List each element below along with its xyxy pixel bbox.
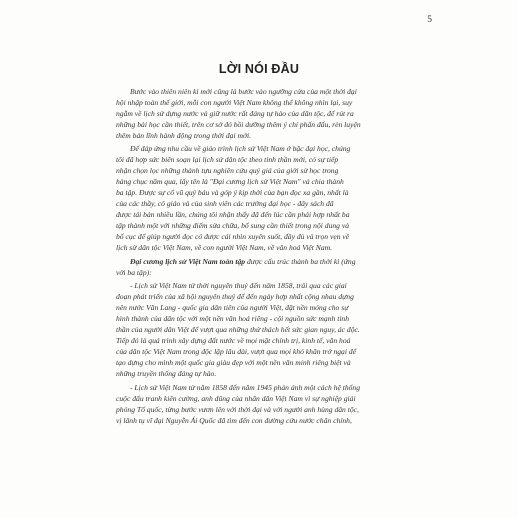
text-line: bố cục để giúp người đọc có được cái nhìn xuyên suốt, đầy đủ và trọn vẹn về: [116, 232, 350, 242]
paragraph: [116, 280, 412, 379]
text-line: tạo dựng cho mình một quốc gia giàu đẹp với một nền văn minh riêng biệt và: [116, 358, 351, 368]
text-line: Để đáp ứng nhu cầu về giáo trình lịch sử Việt Nam ở bậc đại học, chúng: [130, 144, 351, 154]
text-line: những truyền thống đáng tự hào.: [116, 369, 217, 379]
page-number: 5: [427, 15, 432, 25]
text-line: ngẫm về lịch sử dựng nước và giữ nước rất đáng tự hào của dân tộc, để rút ra: [116, 109, 354, 118]
text-line: - Lịch sử Việt Nam từ năm 1858 đến năm 1945 phản ánh một cách hệ thống: [130, 382, 361, 392]
text-line: nhận chọn lọc những thành tựu nghiên cứu quý giá của giới sử học trong: [116, 166, 339, 176]
text-line: tập thành một với những điểm sửa chữa, bổ sung cần thiết trong nội dung và: [116, 221, 350, 231]
text-line: thần của người dân Việt để vượt qua những thử thách hết sức gian nguy, ác độc.: [116, 325, 360, 335]
page-heading: LỜI NÓI ĐẦU: [218, 62, 300, 76]
text-line: lịch sử dân tộc Việt Nam, về con người Việt Nam, về văn hoá Việt Nam.: [116, 243, 333, 253]
text-line: phóng Tổ quốc, từng bước vươn lên với thời đại và với người anh hùng dân tộc,: [116, 404, 359, 414]
text-line: với ba tập):: [116, 267, 152, 277]
text-line: được tái bản nhiều lần, chúng tôi nhận thấy đã đến lúc cần phải hợp nhất ba: [116, 210, 350, 220]
paragraph: [116, 143, 412, 253]
body-text: [116, 86, 412, 426]
paragraph: [116, 382, 412, 426]
text-line: của dân tộc Việt Nam trong độc lập lâu dài, vượt qua mọi khó khăn trở ngại để: [116, 347, 357, 357]
text-line: đoạn phát triển của xã hội nguyên thuỷ để đến ngày hợp nhất cộng nhau dựng: [116, 292, 354, 302]
text-line: tôi đã hợp sức biên soạn lại lịch sử dân tộc theo tinh thần mới, có sự tiếp: [116, 155, 339, 165]
text-line: hàng chục năm qua, lấy tên là "Đại cương lịch sử Việt Nam" và chia thành: [116, 177, 344, 187]
text-line: thêm bản lĩnh hành động trong thời đại mới.: [116, 131, 252, 140]
text-line: nên nước Văn Lang - quốc gia dân tiên của người Việt, đặt nền móng cho sự: [116, 303, 349, 313]
text-line: Bước vào thiên niên kỉ mới cũng là bước vào ngưỡng cửa của một thời đại: [130, 87, 357, 96]
text-line: cuộc đấu tranh kiên cường, anh dũng của nhân dân Việt Nam vì sự nghiệp giải: [116, 393, 356, 403]
text-line: - Lịch sử Việt Nam từ thời nguyên thuỷ đến năm 1858, trải qua các giai: [130, 281, 347, 291]
text-line: Đại cương lịch sử Việt Nam toàn tập được cấu trúc thành ba thời kì (ứng: [130, 256, 356, 266]
text-line: của các thầy, cô giáo và của sinh viên các trường đại học - đây sách đã: [116, 199, 334, 209]
text-line: Tiếp đó là quá trình xây dựng đất nước về mọi mặt chính trị, kinh tế, văn hoá: [116, 336, 351, 346]
text-line: hội nhập toàn thế giới, mỗi con người Việt Nam không thể không nhìn lại, suy: [116, 98, 353, 107]
text-line: hình thành của dân tộc với một nền văn hoá riêng - cội nguồn sức mạnh tinh: [116, 314, 350, 324]
paragraph: [116, 86, 412, 141]
text-line: những bài học cần thiết, trên cơ sở đó bồi dưỡng thêm ý chí phấn đấu, rèn luyện: [116, 120, 361, 129]
paragraph: [116, 256, 412, 278]
text-line: ba tập. Được sự cổ vũ quý báu và góp ý kịp thời của bạn đọc xa gần, nhất là: [116, 188, 349, 198]
text-line: vị lãnh tụ vĩ đại Nguyễn Ái Quốc đã tìm đến con đường cứu nước chân chính,: [116, 415, 352, 425]
bold-phrase: Đại cương lịch sử Việt Nam toàn tập: [130, 256, 246, 266]
